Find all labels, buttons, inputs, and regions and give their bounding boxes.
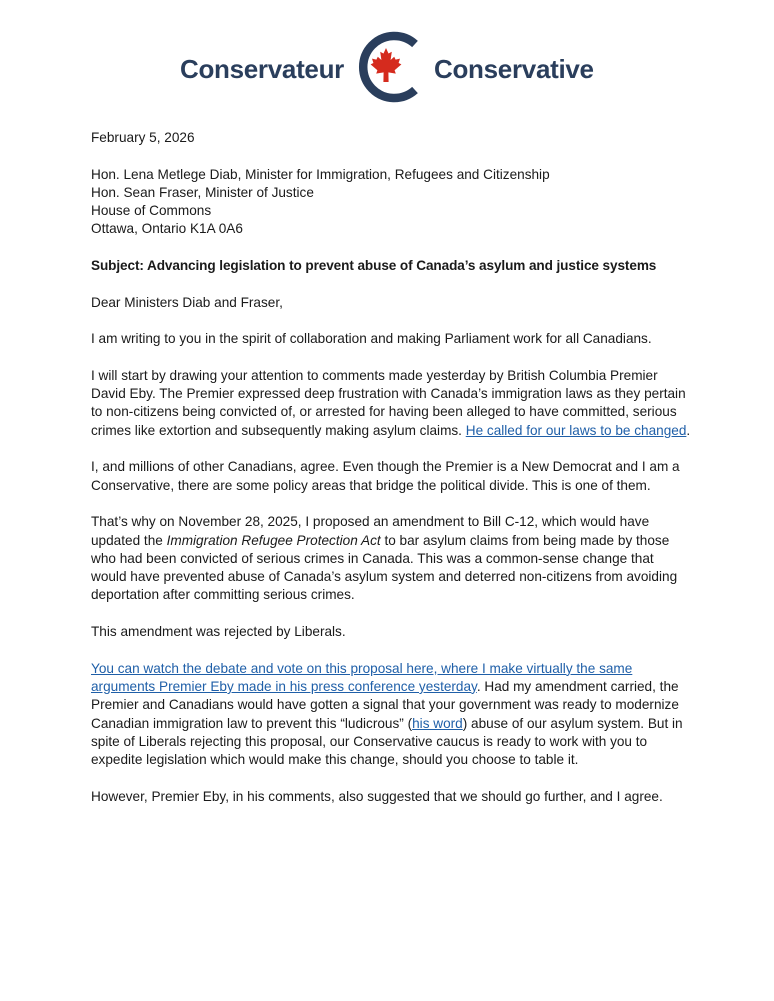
recipient-line: Hon. Sean Fraser, Minister of Justice	[91, 184, 314, 200]
paragraph-text: ) abuse of our asylum system. But in spite of Liberals rejecting this proposal, our Conservative caucus is ready to work with you to expedite legislation which would make this change, should you choose to table it.	[91, 715, 683, 768]
paragraph-eby-comments	[91, 367, 691, 440]
paragraph-text: I will start by drawing your attention to comments made yesterday by British Columbia Premier David Eby. The Premier expressed deep frustration with Canada’s immigration laws as they pertain to non-citizens being convicted of, or arrested for having been alleged to have committed, serious crimes like extortion and subsequently making asylum claims.	[91, 367, 686, 438]
paragraph-text: . Had my amendment carried, the Premier and Canadians would have gotten a signal that your government was ready to modernize Canadian immigration law to prevent this “ludicrous” (	[91, 678, 679, 731]
recipient-line: House of Commons	[91, 203, 212, 219]
link-watch-debate[interactable]: You can watch the debate and vote on this proposal here, where I make virtually the same arguments Premier Eby made in his press conference yesterday	[91, 660, 633, 694]
recipient-address	[91, 166, 691, 239]
paragraph-amendment	[91, 513, 691, 604]
paragraph-go-further: However, Premier Eby, in his comments, also suggested that we should go further, and I agree.	[91, 788, 663, 804]
paragraph-agree: I, and millions of other Canadians, agree. Even though the Premier is a New Democrat and I am a Conservative, there are some policy areas that bridge the political divide. This is one of them.	[91, 459, 680, 493]
brand-name-english: Conservative	[434, 54, 594, 84]
salutation: Dear Ministers Diab and Fraser,	[91, 294, 283, 310]
brand-name-french: Conservateur	[179, 54, 344, 84]
paragraph-text: .	[686, 422, 691, 438]
paragraph-text: to bar asylum claims from being made by those who had been convicted of serious crimes in Canada. This was a common-sense change that would have prevented abuse of Canada’s asylum system and deterred non-citizens from avoiding deportation after committing serious crimes.	[91, 532, 678, 603]
letterhead	[0, 28, 774, 106]
subject-line: Subject: Advancing legislation to prevent abuse of Canada’s asylum and justice systems	[91, 258, 657, 274]
link-laws-changed[interactable]: He called for our laws to be changed	[465, 422, 687, 438]
act-title: Immigration Refugee Protection Act	[166, 532, 381, 548]
maple-leaf-c-icon	[355, 30, 427, 104]
paragraph-intro: I am writing to you in the spirit of collaboration and making Parliament work for all Canadians.	[91, 331, 652, 347]
paragraph-text: That’s why on November 28, 2025, I proposed an amendment to Bill C-12, which would have updated the	[91, 514, 650, 548]
link-his-word[interactable]: his word	[412, 715, 463, 731]
letter-body	[91, 129, 691, 824]
paragraph-debate	[91, 660, 691, 770]
paragraph-rejected: This amendment was rejected by Liberals.	[91, 624, 346, 640]
recipient-line: Ottawa, Ontario K1A 0A6	[91, 221, 243, 237]
recipient-line: Hon. Lena Metlege Diab, Minister for Immigration, Refugees and Citizenship	[91, 166, 550, 182]
letter-date: February 5, 2026	[91, 130, 195, 145]
